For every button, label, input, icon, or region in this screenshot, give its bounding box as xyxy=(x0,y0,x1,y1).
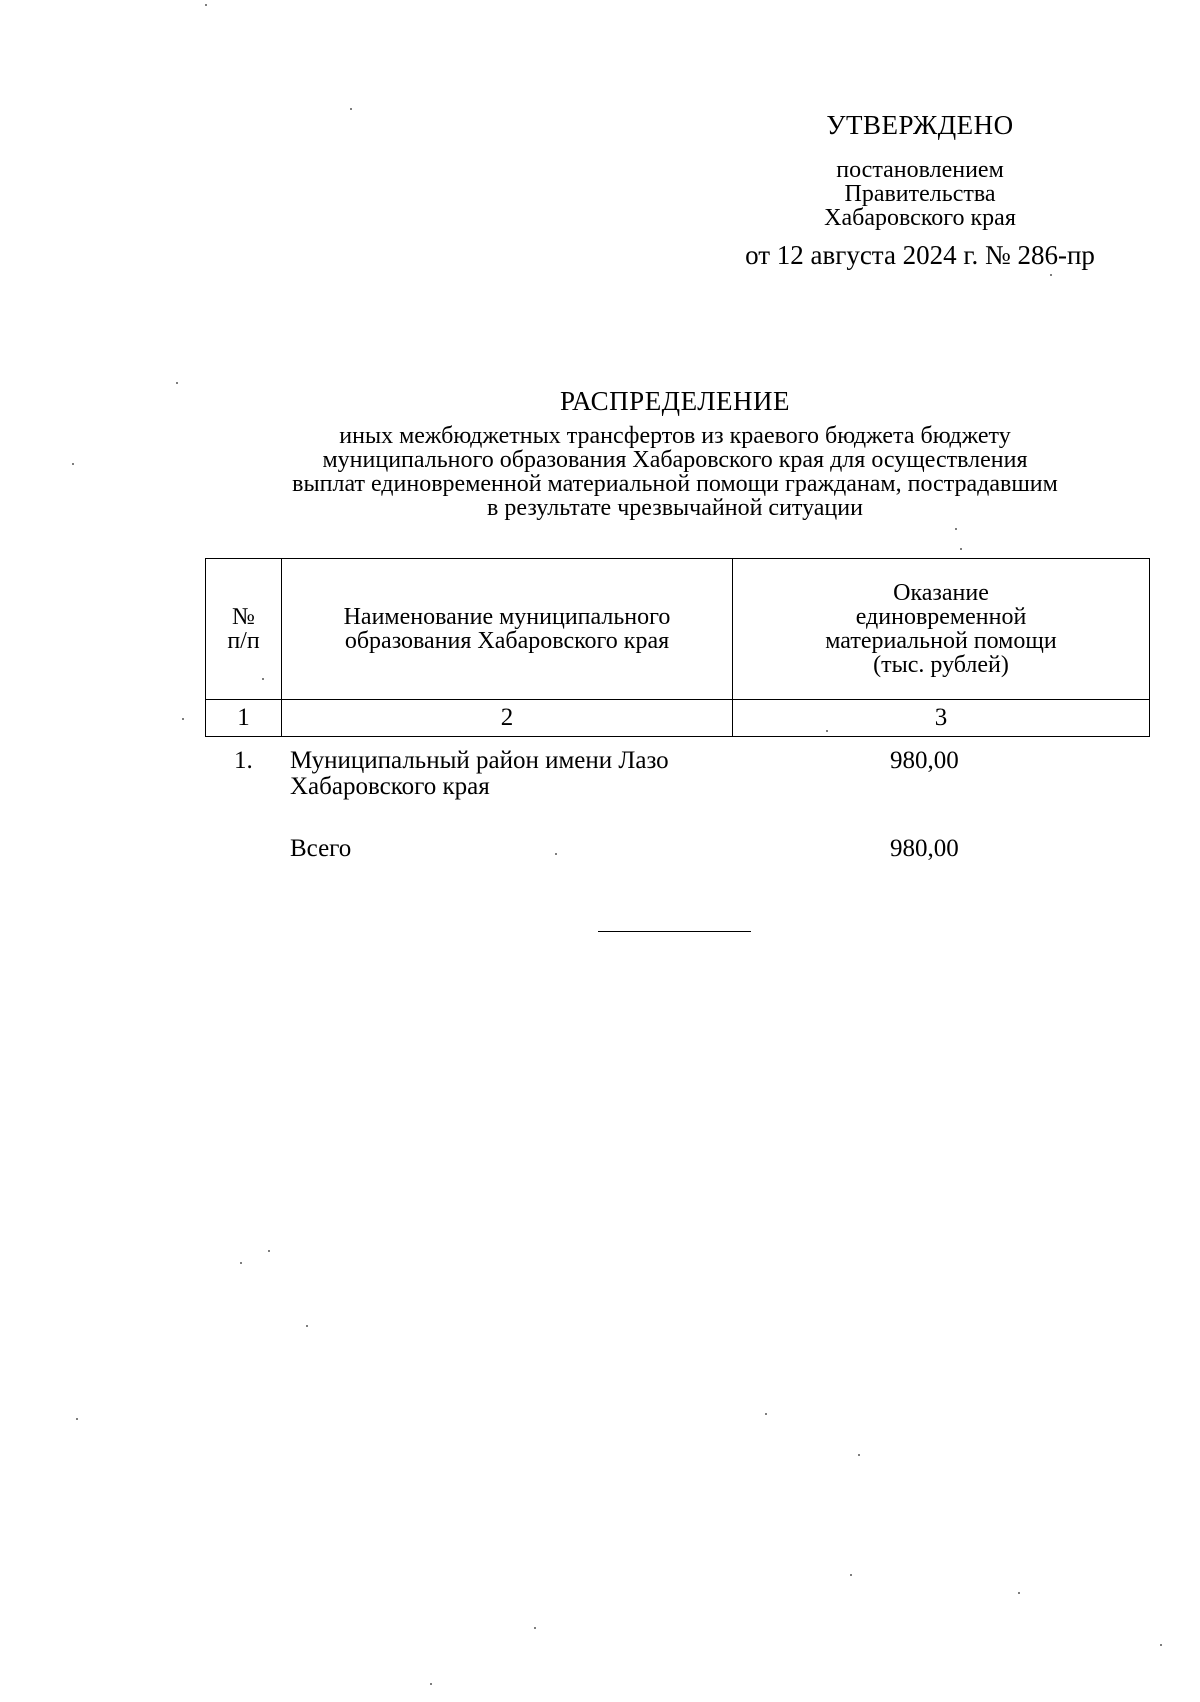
scan-speck xyxy=(826,730,828,732)
scan-speck xyxy=(176,382,178,384)
header-name-line-2: образования Хабаровского края xyxy=(344,628,670,654)
title-line-4: в результате чрезвычайной ситуации xyxy=(487,495,863,521)
title-line-2: муниципального образования Хабаровского края для осуществления xyxy=(322,447,1028,473)
scan-speck xyxy=(960,548,962,550)
header-number-line-1: № xyxy=(232,604,255,630)
scan-speck xyxy=(765,1413,767,1415)
distribution-table xyxy=(205,558,1150,737)
column-number-2: 2 xyxy=(282,700,733,737)
approval-date: от 12 августа 2024 г. № 286-пр xyxy=(745,240,1095,270)
header-number xyxy=(206,559,282,700)
row-1-name-line-2: Хабаровского края xyxy=(290,773,490,800)
total-amount: 980,00 xyxy=(890,835,959,862)
scan-speck xyxy=(350,108,352,110)
row-1-amount: 980,00 xyxy=(890,747,959,774)
header-amount-line-4: (тыс. рублей) xyxy=(873,652,1009,678)
scan-speck xyxy=(555,853,557,855)
header-amount-line-1: Оказание xyxy=(893,580,989,606)
title-line-3: выплат единовременной материальной помощи гражданам, пострадавшим xyxy=(292,471,1058,497)
total-label: Всего xyxy=(290,835,352,862)
scan-speck xyxy=(430,1683,432,1685)
scan-speck xyxy=(268,1250,270,1252)
scan-speck xyxy=(955,528,957,530)
header-amount-line-3: материальной помощи xyxy=(825,628,1057,654)
scan-speck xyxy=(1018,1592,1020,1594)
scan-speck xyxy=(72,463,74,465)
row-1-number: 1. xyxy=(234,747,253,774)
table-column-numbers-row xyxy=(206,700,1150,737)
scan-speck xyxy=(534,1627,536,1629)
column-number-1: 1 xyxy=(206,700,282,737)
title-line-1: иных межбюджетных трансфертов из краевого бюджета бюджету xyxy=(339,423,1011,449)
scan-speck xyxy=(1160,1644,1162,1646)
header-amount xyxy=(733,559,1150,700)
title-heading: РАСПРЕДЕЛЕНИЕ xyxy=(559,386,791,416)
header-number-line-2: п/п xyxy=(227,628,260,654)
approval-line-1: постановлением xyxy=(836,157,1004,183)
scan-speck xyxy=(262,678,264,680)
row-1-name xyxy=(290,748,750,800)
scan-speck xyxy=(76,1418,78,1420)
scan-speck xyxy=(850,1574,852,1576)
header-name-line-1: Наименование муниципального xyxy=(343,604,671,630)
scan-speck xyxy=(858,1454,860,1456)
scan-speck xyxy=(182,718,184,720)
scan-speck xyxy=(1050,274,1052,276)
row-1-name-line-1: Муниципальный район имени Лазо xyxy=(290,747,669,774)
scan-speck xyxy=(205,4,207,6)
scan-speck xyxy=(240,1262,242,1264)
table-header-row xyxy=(206,559,1150,700)
header-amount-line-2: единовременной xyxy=(855,604,1027,630)
approval-block xyxy=(700,108,1140,272)
scan-speck xyxy=(306,1325,308,1327)
document-title xyxy=(210,384,1140,520)
header-name xyxy=(282,559,733,700)
approval-stamp-title: УТВЕРЖДЕНО xyxy=(826,110,1014,140)
approval-line-3: Хабаровского края xyxy=(824,205,1016,231)
approval-line-2: Правительства xyxy=(844,181,996,207)
column-number-3: 3 xyxy=(733,700,1150,737)
end-divider xyxy=(598,931,751,932)
